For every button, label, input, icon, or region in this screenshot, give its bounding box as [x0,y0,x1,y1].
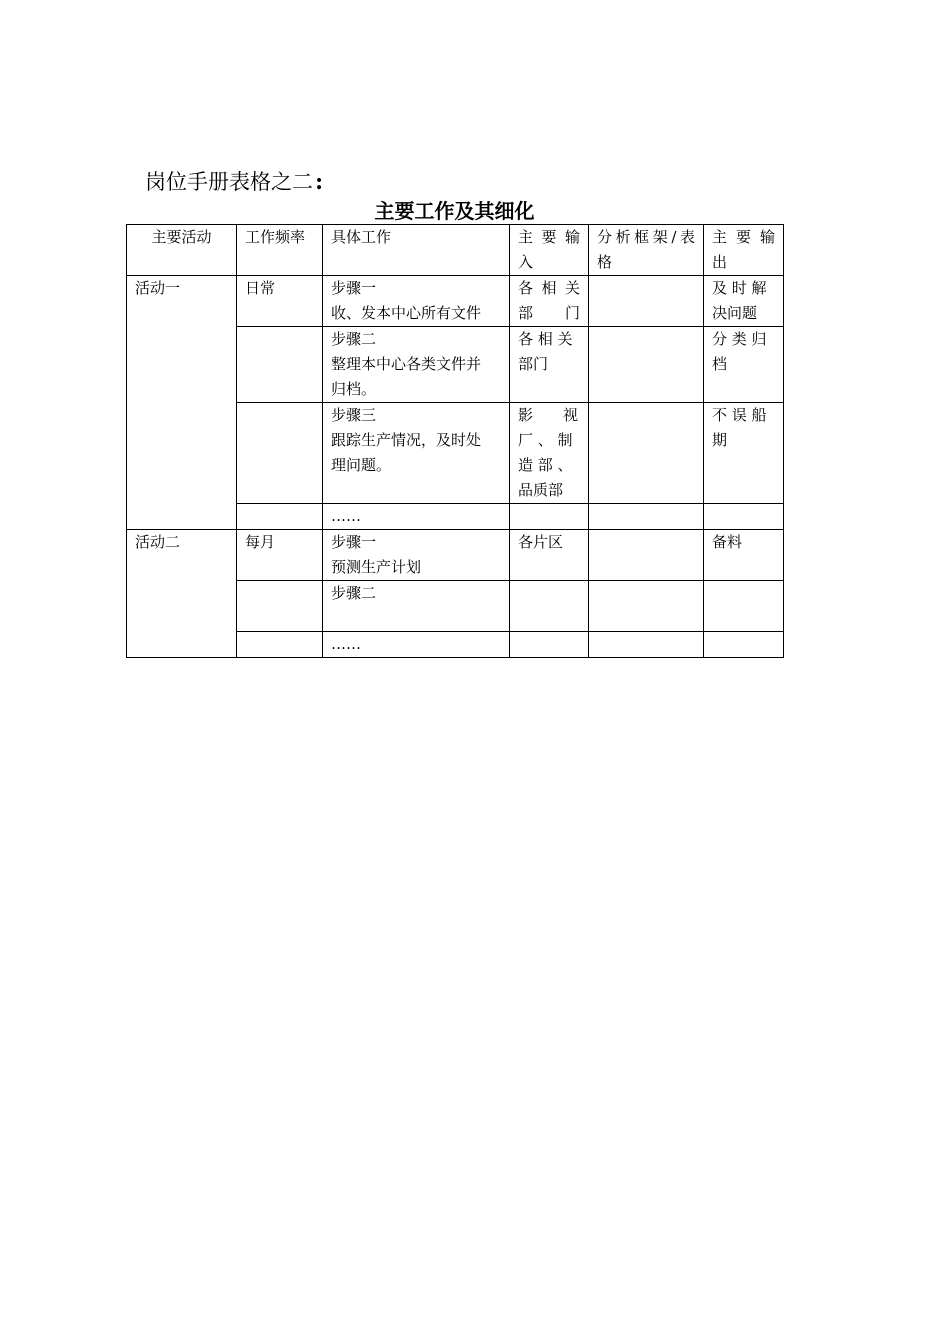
table-row [127,276,784,327]
header-main-input: 主 要 输 入 [510,225,589,276]
input-line: 各 相 关 [518,279,580,297]
work-cell [323,327,510,403]
header-specific-work: 具体工作 [323,225,510,276]
frequency-cell [237,581,323,632]
frequency-cell [237,632,323,658]
output-line: 及 时 解 [712,279,767,297]
header-main-activity: 主要活动 [127,225,237,276]
table-row [127,530,784,581]
work-cell [323,581,510,632]
output-cell [704,276,784,327]
input-cell [510,581,589,632]
framework-cell [589,530,704,581]
input-cell [510,403,589,504]
table-title: 主要工作及其细化 [374,199,535,223]
input-line: 部门 [518,355,549,373]
input-line: 品质部 [518,481,564,499]
input-cell [510,327,589,403]
work-line: 归档。 [331,380,377,398]
page-heading [145,168,323,196]
frequency-cell: 日常 [237,276,323,327]
output-cell [704,504,784,530]
work-line: 理问题。 [331,456,392,474]
framework-cell [589,276,704,327]
framework-cell [589,327,704,403]
input-line: 影 视 [518,406,579,424]
work-line: 收、发本中心所有文件 [331,304,482,322]
work-cell [323,530,510,581]
output-cell [704,403,784,504]
page-heading-text: 岗位手册表格之二 [145,170,313,194]
activity-two-cell: 活动二 [127,530,237,658]
header-framework: 分析框架/表 格 [589,225,704,276]
page-heading-colon: : [315,169,324,195]
table-header-row [127,225,784,276]
output-line: 分 类 归 [712,330,767,348]
framework-cell [589,504,704,530]
activity-one-cell: 活动一 [127,276,237,530]
input-cell [510,530,589,581]
work-cell [323,403,510,504]
work-cell [323,504,510,530]
frequency-cell: 每月 [237,530,323,581]
input-cell [510,276,589,327]
header-frequency: 工作频率 [237,225,323,276]
header-main-output: 主 要 输 出 [704,225,784,276]
framework-cell [589,581,704,632]
output-cell [704,632,784,658]
output-line: 期 [712,431,728,449]
output-line: 备料 [712,533,743,551]
frequency-cell [237,327,323,403]
frequency-cell [237,504,323,530]
frequency-cell [237,403,323,504]
work-line: 跟踪生产情况，及时处 [331,431,482,449]
input-cell [510,504,589,530]
output-line: 档 [712,355,728,373]
work-detail-table [126,224,784,658]
output-line: 不 误 船 [712,406,767,424]
input-line: 厂 、 制 [518,431,573,449]
input-line: 造 部 、 [518,456,573,474]
work-line: 步骤三 [331,406,377,424]
work-cell [323,276,510,327]
framework-cell [589,403,704,504]
framework-cell [589,632,704,658]
work-line: 步骤二 [331,330,377,348]
work-line: 预测生产计划 [331,558,422,576]
input-line: 部门 [518,304,580,322]
input-line: 各 相 关 [518,330,573,348]
output-cell [704,327,784,403]
output-cell [704,581,784,632]
output-cell [704,530,784,581]
work-line: …… [331,635,361,653]
input-cell [510,632,589,658]
work-line: 步骤二 [331,584,377,602]
work-line: 整理本中心各类文件并 [331,355,482,373]
work-line: …… [331,507,361,525]
work-cell [323,632,510,658]
work-line: 步骤一 [331,279,377,297]
output-line: 决问题 [712,304,758,322]
work-line: 步骤一 [331,533,377,551]
input-line: 各片区 [518,533,564,551]
